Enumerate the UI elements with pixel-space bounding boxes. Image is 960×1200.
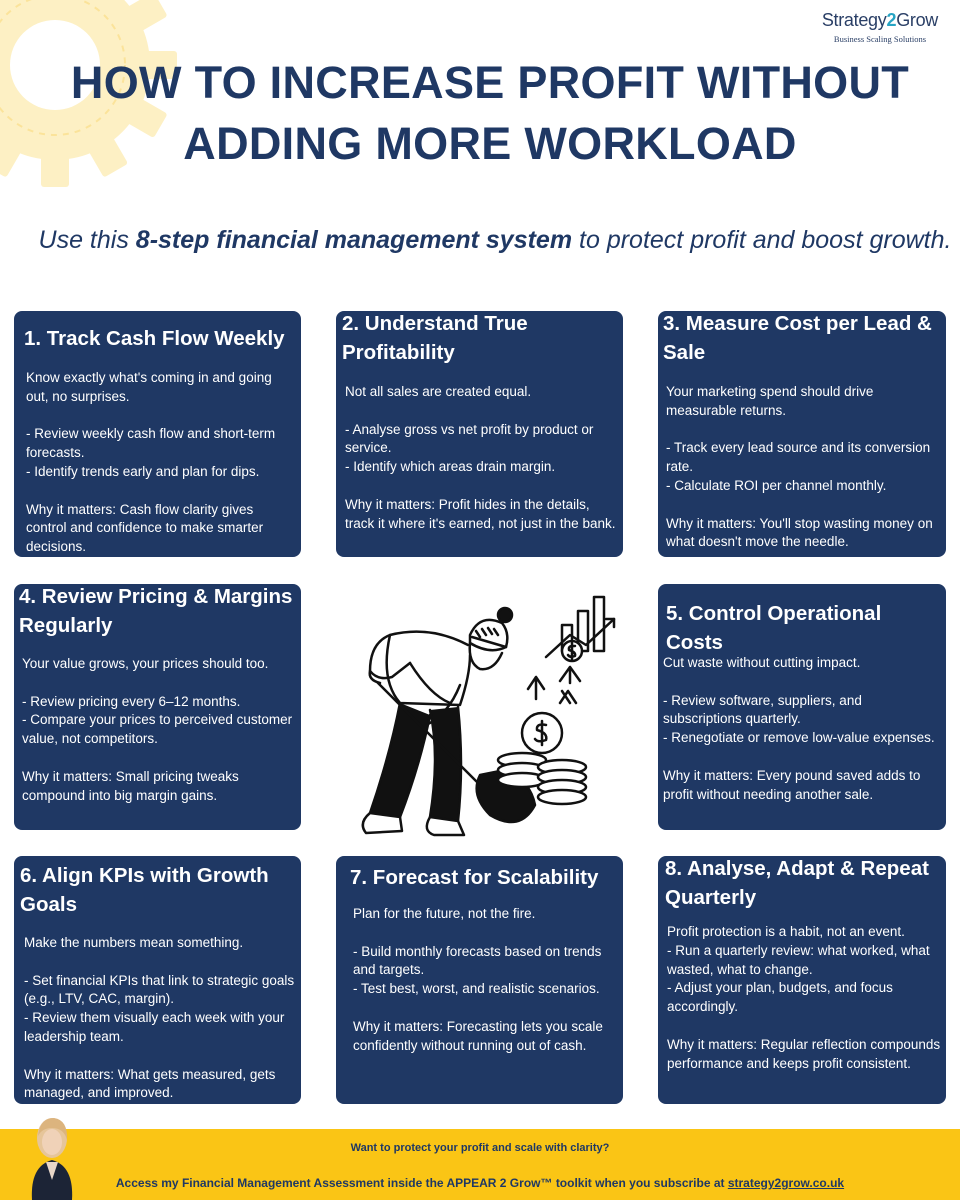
step-card-title: 1. Track Cash Flow Weekly	[24, 327, 285, 350]
title-line-2: ADDING MORE WORKLOAD	[183, 118, 797, 169]
coins-arrows-icon	[498, 667, 586, 804]
growth-chart-dollar-icon	[546, 597, 614, 661]
step-card-body: Make the numbers mean something. - Set financial KPIs that link to strategic goals (e.g., LTV, CAC, margin). - Review them visually each week with your leadership team. Why it matters: What gets measured, gets managed, and improved.	[24, 935, 295, 1101]
page-title	[40, 52, 940, 174]
step-card-title: 5. Control Operational Costs	[666, 602, 882, 654]
step-card-4	[14, 584, 301, 830]
page-subtitle: Use this 8-step financial management system to protect profit and boost growth.	[38, 226, 952, 254]
step-card-title: 7. Forecast for Scalability	[350, 866, 599, 889]
step-card-body: Plan for the future, not the fire. - Build monthly forecasts based on trends and targets. - Test best, worst, and realistic scenarios. Why it matters: Forecasting lets you scale confidently without running out of cash.	[353, 906, 603, 1053]
step-card-3	[658, 311, 946, 557]
step-card-body: Profit protection is a habit, not an event. - Run a quarterly review: what worked, what wasted, what to change. - Adjust your plan, budgets, and focus accordingly. Why it matters: Regular reflection compounds performance and keeps profit consistent.	[667, 924, 941, 1071]
step-card-1	[14, 311, 301, 557]
step-card-8	[658, 856, 946, 1104]
step-card-body: Not all sales are created equal. - Analyse gross vs net profit by product or service. - Identify which areas drain margin. Why it matters: Profit hides in the details, track it where it's earned, not just in the bank.	[345, 384, 616, 531]
footer-website-link[interactable]: strategy2grow.co.uk	[727, 1176, 845, 1190]
step-card-5	[658, 584, 946, 830]
step-card-title: 6. Align KPIs with Growth Goals	[20, 864, 269, 916]
step-card-title: 8. Analyse, Adapt & Repeat Quarterly	[665, 857, 929, 909]
brand-logo[interactable]	[818, 8, 948, 52]
footer-cta-text: Access my Financial Management Assessment inside the APPEAR 2 Grow™ toolkit when you subscribe at strategy2grow.co.uk	[115, 1176, 845, 1190]
step-card-title: 3. Measure Cost per Lead & Sale	[663, 312, 932, 364]
step-card-title: 2. Understand True Profitability	[342, 312, 528, 364]
step-card-7	[336, 856, 623, 1104]
step-card-body: Your marketing spend should drive measurable returns. - Track every lead source and its conversion rate. - Calculate ROI per channel monthly. Why it matters: You'll stop wasting money on what doesn't move the needle.	[666, 384, 933, 550]
footer-cta-question: Want to protect your profit and scale with clarity?	[350, 1142, 610, 1154]
step-card-title: 4. Review Pricing & Margins Regularly	[19, 585, 293, 637]
step-card-6	[14, 856, 301, 1104]
step-card-body: Know exactly what's coming in and going out, no surprises. - Review weekly cash flow and short-term forecasts. - Identify trends early and plan for dips. Why it matters: Cash flow clarity gives control and confidence to make smarter decisions.	[26, 370, 276, 555]
step-card-body: Your value grows, your prices should too. - Review pricing every 6–12 months. - Compare your prices to perceived customer value, not competitors. Why it matters: Small pricing tweaks compound into big margin gains.	[22, 656, 293, 803]
step-card-body: Cut waste without cutting impact. - Review software, suppliers, and subscriptions quarterly. - Renegotiate or remove low-value expenses. Why it matters: Every pound saved adds to profit without needing another sale.	[663, 655, 935, 802]
person-shoveling-illustration	[330, 585, 630, 845]
brand-name: Strategy2Grow	[821, 10, 938, 30]
brand-tagline: Business Scaling Solutions	[833, 34, 926, 44]
step-card-2	[336, 311, 623, 557]
title-line-1: HOW TO INCREASE PROFIT WITHOUT	[70, 57, 910, 108]
